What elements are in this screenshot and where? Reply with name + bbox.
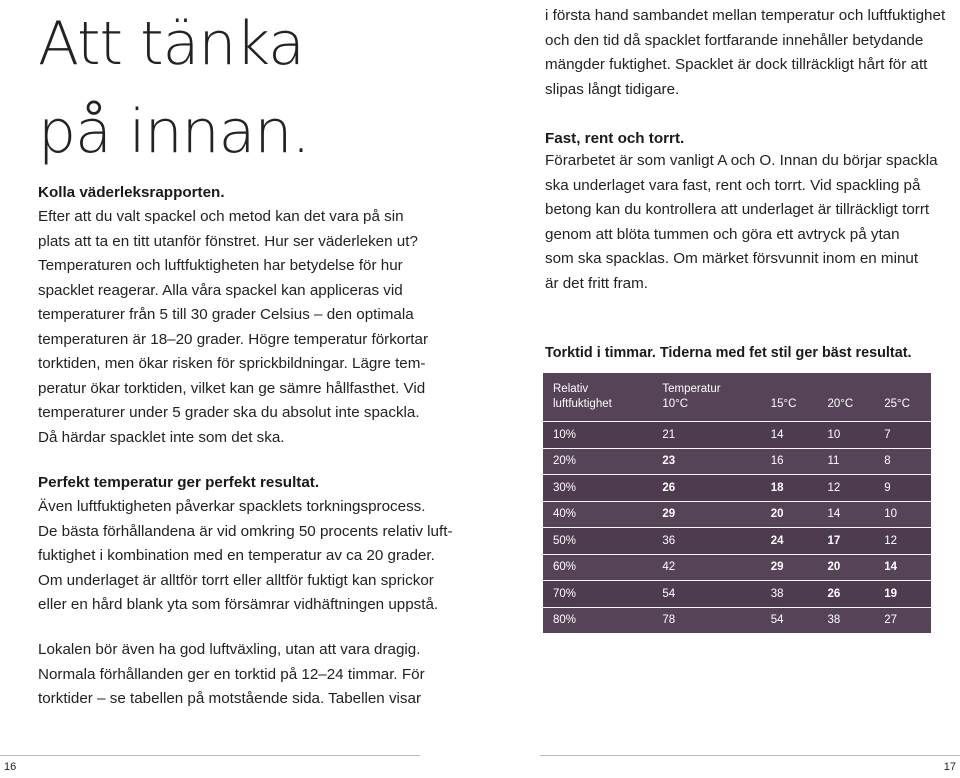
- section-heading: Fast, rent och torrt.: [545, 130, 685, 147]
- text-line: genom att blöta tummen och göra ett avtryck på ytan: [545, 225, 900, 243]
- footer-rule: [0, 755, 420, 756]
- drying-time-cell: 18: [761, 475, 818, 502]
- table-header-row: [543, 373, 931, 422]
- page-title: [38, 0, 310, 176]
- text-line: Lokalen bör även ha god luftväxling, utan att vara dragig.: [38, 641, 421, 658]
- drying-time-cell: 17: [817, 528, 874, 555]
- humidity-cell: 40%: [543, 501, 652, 528]
- header-text: 15°C: [770, 398, 797, 410]
- header-text: Temperatur: [662, 383, 721, 395]
- text-line: och den tid då spacklet fortfarande innehåller betydande: [545, 31, 924, 49]
- humidity-cell: 30%: [543, 475, 652, 502]
- drying-time-cell: 8: [874, 448, 931, 475]
- text-line: som ska spacklas. Om märket försvunnit inom en minut: [545, 250, 919, 267]
- text-line: Temperaturen och luftfuktigheten har betydelse för hur: [38, 257, 403, 274]
- table-row: [543, 422, 931, 449]
- text-line: ska underlaget vara fast, rent och torrt. Vid spackling på: [545, 176, 921, 194]
- drying-time-cell: 14: [817, 501, 874, 528]
- humidity-cell: 80%: [543, 607, 652, 634]
- drying-time-cell: 54: [652, 581, 760, 608]
- header-relative-humidity: [543, 373, 652, 422]
- humidity-cell: 50%: [543, 528, 652, 555]
- drying-time-cell: 10: [817, 422, 874, 449]
- drying-time-cell: 21: [652, 422, 760, 449]
- drying-time-cell: 19: [874, 581, 931, 608]
- text-line: i första hand sambandet mellan temperatur och luftfuktighet: [545, 7, 946, 24]
- page-number-right: 17: [943, 761, 956, 773]
- body-paragraph: [545, 149, 938, 296]
- humidity-cell: 10%: [543, 422, 652, 449]
- drying-time-cell: 7: [874, 422, 931, 449]
- table-row: [543, 448, 931, 475]
- title-line: Att tänka: [38, 9, 304, 79]
- drying-time-cell: 11: [817, 448, 874, 475]
- text-line: eller en hård blank yta som försämrar vidhäftningen uppstå.: [38, 596, 439, 613]
- table-row: [543, 554, 931, 581]
- humidity-cell: 70%: [543, 581, 652, 608]
- drying-time-cell: 26: [652, 475, 760, 502]
- text-line: temperaturer från 5 till 30 grader Celsius – den optimala: [38, 306, 414, 323]
- drying-time-cell: 10: [874, 501, 931, 528]
- table-row: [543, 528, 931, 555]
- drying-time-cell: 23: [652, 448, 760, 475]
- drying-time-cell: 36: [652, 528, 760, 555]
- text-line: plats att ta en titt utanför fönstret. Hur ser väderleken ut?: [38, 232, 418, 250]
- drying-time-cell: 29: [761, 554, 818, 581]
- drying-time-cell: 38: [761, 581, 818, 608]
- text-line: temperaturen är 18–20 grader. Högre temperatur förkortar: [38, 330, 429, 348]
- drying-time-cell: 14: [761, 422, 818, 449]
- table-row: [543, 607, 931, 634]
- body-paragraph: [545, 4, 945, 102]
- drying-time-cell: 24: [761, 528, 818, 555]
- text-line: Om underlaget är alltför torrt eller alltför fuktigt kan sprickor: [38, 571, 434, 589]
- text-line: torktiden, men ökar risken för sprickbildningar. Lägre tem-: [38, 355, 426, 372]
- drying-time-cell: 29: [652, 501, 760, 528]
- table-row: [543, 501, 931, 528]
- text-line: temperaturer under 5 grader ska du absolut inte spackla.: [38, 404, 420, 421]
- drying-time-cell: 9: [874, 475, 931, 502]
- table-row: [543, 581, 931, 608]
- header-temp-15: [761, 373, 818, 422]
- text-line: Normala förhållanden ger en torktid på 12–24 timmar. För: [38, 665, 425, 683]
- drying-time-cell: 14: [874, 554, 931, 581]
- text-line: fuktighet i kombination med en temperatur av ca 20 grader.: [38, 547, 435, 564]
- drying-time-cell: 54: [761, 607, 818, 634]
- body-paragraph: [38, 495, 453, 618]
- footer-rule: [540, 755, 960, 756]
- header-text: luftfuktighet: [553, 398, 612, 410]
- text-line: Även luftfuktigheten påverkar spacklets torkningsprocess.: [38, 498, 426, 515]
- humidity-cell: 60%: [543, 554, 652, 581]
- header-text: 20°C: [827, 398, 854, 410]
- section-heading: Kolla väderleksrapporten.: [38, 184, 225, 201]
- drying-time-cell: 27: [874, 607, 931, 634]
- header-text: 25°C: [884, 398, 910, 410]
- drying-time-cell: 12: [874, 528, 931, 555]
- drying-time-cell: 42: [652, 554, 760, 581]
- drying-time-cell: 38: [817, 607, 874, 634]
- text-line: spacklet reagerar. Alla våra spackel kan appliceras vid: [38, 281, 403, 299]
- text-line: Förarbetet är som vanligt A och O. Innan du börjar spackla: [545, 152, 938, 169]
- header-text: 10°C: [662, 398, 689, 410]
- drying-time-cell: 26: [817, 581, 874, 608]
- text-line: Då härdar spacklet inte som det ska.: [38, 428, 285, 446]
- text-line: peratur ökar torktiden, vilket kan ge sämre hållfasthet. Vid: [38, 379, 426, 397]
- drying-time-cell: 20: [761, 501, 818, 528]
- table-caption: Torktid i timmar. Tiderna med fet stil ger bäst resultat.: [545, 345, 912, 361]
- text-line: Efter att du valt spackel och metod kan det vara på sin: [38, 208, 404, 225]
- drying-time-cell: 78: [652, 607, 760, 634]
- text-line: är det fritt fram.: [545, 274, 648, 292]
- header-text: Relativ: [553, 383, 589, 395]
- body-paragraph: [38, 205, 428, 450]
- text-line: De bästa förhållandena är vid omkring 50 procents relativ luft-: [38, 522, 453, 540]
- text-line: slipas långt tidigare.: [545, 80, 680, 98]
- drying-time-table: [543, 373, 931, 634]
- text-line: mängder fuktighet. Spacklet är dock tillräckligt hårt för att: [545, 56, 928, 73]
- drying-time-cell: 12: [817, 475, 874, 502]
- text-line: betong kan du kontrollera att underlaget är tillräckligt torrt: [545, 201, 930, 218]
- humidity-cell: 20%: [543, 448, 652, 475]
- body-paragraph: [38, 638, 425, 712]
- page-number-left: 16: [4, 761, 17, 773]
- text-line: torktider – se tabellen på motstående sida. Tabellen visar: [38, 690, 422, 707]
- header-temp-20: [817, 373, 874, 422]
- drying-time-cell: 20: [817, 554, 874, 581]
- drying-time-cell: 16: [761, 448, 818, 475]
- header-temp-25: [874, 373, 931, 422]
- table-row: [543, 475, 931, 502]
- title-line: på innan.: [38, 97, 310, 167]
- header-temp-10: [652, 373, 760, 422]
- section-heading: Perfekt temperatur ger perfekt resultat.: [38, 474, 320, 491]
